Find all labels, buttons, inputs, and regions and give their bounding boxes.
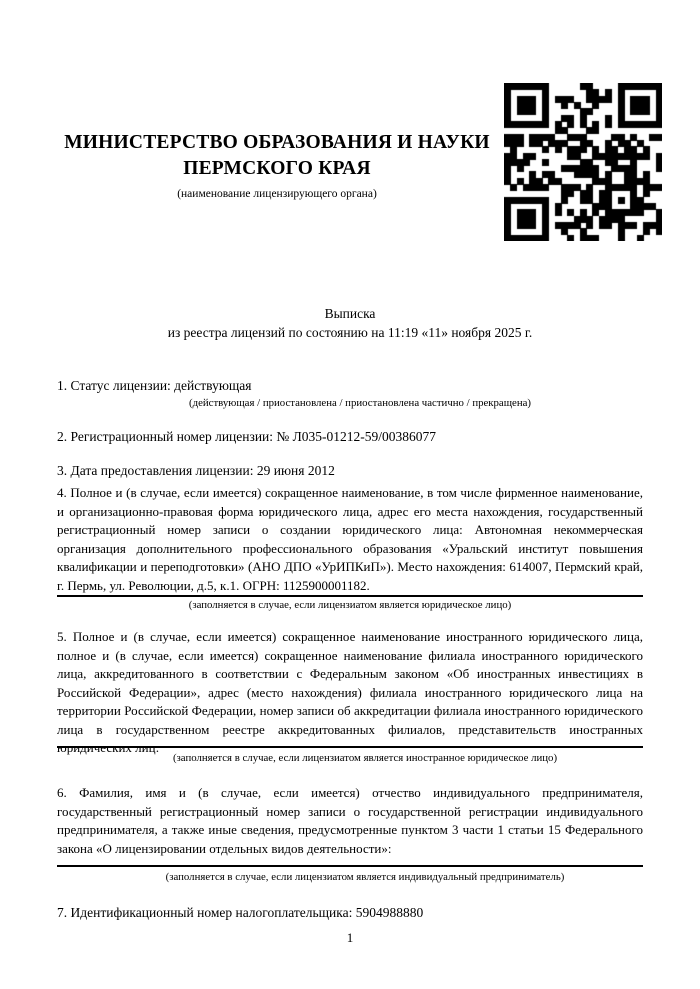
ministry-name-line2: ПЕРМСКОГО КРАЯ (183, 158, 371, 179)
legal-entity-caption: (заполняется в случае, если лицензиатом является юридическое лицо) (188, 599, 512, 611)
field-legal-entity (57, 484, 643, 595)
page-number: 1 (346, 930, 354, 945)
field-license-status: 1. Статус лицензии: действующая (57, 378, 252, 393)
document-title-line1: Выписка (324, 306, 376, 321)
qr-code-icon (504, 83, 662, 241)
foreign-entity-underline (57, 746, 643, 748)
field-registration-number: 2. Регистрационный номер лицензии: № Л035-01212-59/00386077 (57, 429, 437, 444)
field-foreign-entity: 5. Полное и (в случае, если имеется) сокращенное наименование иностранного юридического лица, полное и (в случае, если имеется) сокращенное наименование филиала иностранного юридического лица, аккредитованного в соответствии с Федеральным законом «Об иностранных инвестициях в Российской Федерации», адрес (место нахождения) филиала иностранного юридического лица на территории Российской Федерации, номер записи об аккредитации филиала иностранного юридического лица в государственном реестре аккредитованных филиалов, представительств иностранных юридических лиц: (57, 629, 643, 755)
foreign-entity-caption: (заполняется в случае, если лицензиатом является иностранное юридическое лицо) (172, 752, 558, 764)
field-grant-date: 3. Дата предоставления лицензии: 29 июня 2012 (57, 463, 335, 478)
entrepreneur-caption: (заполняется в случае, если лицензиатом является индивидуальный предприниматель) (165, 871, 565, 883)
entrepreneur-underline (57, 865, 643, 867)
field-taxpayer-inn: 7. Идентификационный номер налогоплательщика: 5904988880 (57, 905, 424, 920)
legal-entity-value: Автономная некоммерческая организация дополнительного профессионального образования «Уральский институт повышения квалификации и переподготовки» (АНО ДПО «УрИПКиП»). Место нахождения: 614007, Пермский край, г. Пермь, ул. Революции, д.5, к.1. ОГРН: 1125900001182. (57, 522, 644, 593)
license-status-options-caption: (действующая / приостановлена / приостановлена частично / прекращена) (189, 397, 531, 409)
ministry-header (57, 130, 497, 201)
licensing-authority-caption: (наименование лицензирующего органа) (177, 188, 377, 200)
field-entrepreneur: 6. Фамилия, имя и (в случае, если имеется) отчество индивидуального предпринимателя, государственный регистрационный номер записи о государственной регистрации индивидуального предпринимателя, а также иные сведения, предусмотренные пунктом 3 части 1 статьи 15 Федерального закона «О лицензировании отдельных видов деятельности»: (57, 785, 643, 856)
legal-entity-underline (57, 595, 643, 597)
ministry-name-line1: МИНИСТЕРСТВО ОБРАЗОВАНИЯ И НАУКИ (64, 132, 490, 153)
document-title-line2: из реестра лицензий по состоянию на 11:19 «11» ноября 2025 г. (167, 325, 533, 340)
legal-entity-label: 4. Полное и (в случае, если имеется) сокращенное наименование, в том числе фирменное наименование, и организационно-правовая форма юридического лица, адрес его места нахождения, государственный регистрационный номер записи о создании юридического лица: (57, 485, 643, 537)
document-title (57, 304, 643, 342)
